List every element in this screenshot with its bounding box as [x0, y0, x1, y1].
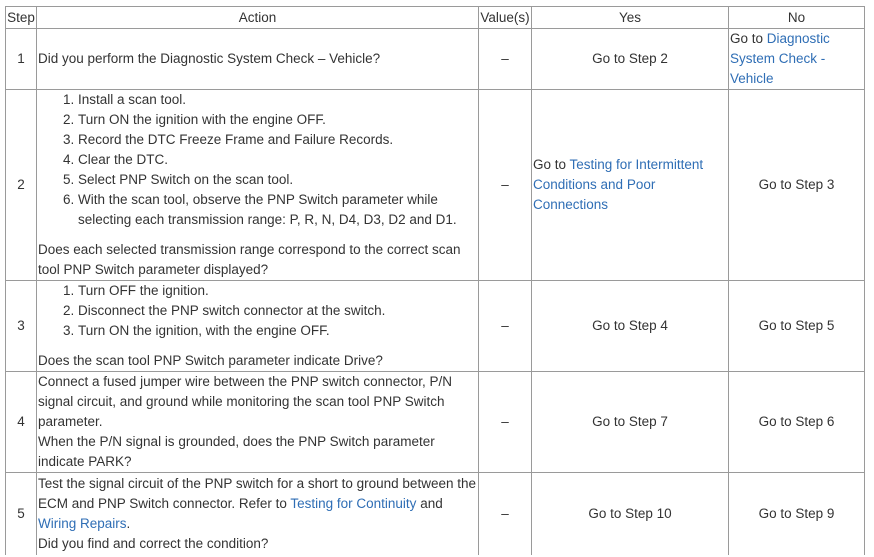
table-row-step-2	[6, 90, 865, 281]
instruction-list	[38, 90, 477, 230]
value-cell: –	[479, 90, 532, 281]
no-prefix: Go to	[730, 31, 767, 46]
value-cell: –	[479, 281, 532, 372]
value-cell: –	[479, 29, 532, 90]
no-cell: Go to Step 6	[729, 372, 865, 473]
action-pre-text: Test the signal circuit of the PNP switch for a short to ground between the ECM and PNP Switch connector. Refer to	[38, 475, 476, 511]
yes-cell	[532, 90, 729, 281]
table-row-step-3	[6, 281, 865, 372]
action-text: Connect a fused jumper wire between the PNP switch connector, P/N signal circuit, and ground while monitoring the scan tool PNP Switch parameter.	[38, 374, 452, 429]
table-row-step-1	[6, 29, 865, 90]
value-cell: –	[479, 473, 532, 555]
wiring-repairs-link[interactable]: Wiring Repairs	[38, 515, 127, 531]
and-text: and	[416, 495, 443, 511]
question-text: Did you find and correct the condition?	[38, 535, 269, 551]
yes-prefix: Go to	[533, 157, 570, 172]
table-row-step-4	[6, 372, 865, 473]
list-item: 6. With the scan tool, observe the PNP Switch parameter while selecting each transmission range: P, R, N, D4, D3, D2 and D1.	[78, 190, 477, 230]
action-cell	[37, 90, 479, 281]
period-text: .	[126, 515, 131, 531]
list-item: 3. Record the DTC Freeze Frame and Failure Records.	[78, 130, 477, 150]
action-cell	[37, 372, 479, 473]
action-text	[38, 474, 477, 534]
instruction-list	[38, 281, 477, 341]
list-item: 5. Select PNP Switch on the scan tool.	[78, 170, 477, 190]
yes-cell: Go to Step 7	[532, 372, 729, 473]
yes-cell: Go to Step 10	[532, 473, 729, 555]
list-item: 4. Clear the DTC.	[78, 150, 477, 170]
step-number: 2	[6, 90, 37, 281]
action-cell	[37, 281, 479, 372]
testing-intermittent-conditions-link[interactable]: Testing for Intermittent Conditions and Poor Connections	[533, 157, 704, 212]
no-cell	[729, 29, 865, 90]
yes-column-header: Yes	[532, 7, 729, 29]
diagnostic-table	[5, 6, 865, 555]
step-number: 1	[6, 29, 37, 90]
values-column-header: Value(s)	[479, 7, 532, 29]
question-text: When the P/N signal is grounded, does the PNP Switch parameter indicate PARK?	[38, 434, 435, 469]
question-text: Does each selected transmission range correspond to the correct scan tool PNP Switch parameter displayed?	[38, 242, 461, 277]
diagnostic-system-check-link[interactable]: Diagnostic System Check - Vehicle	[730, 31, 830, 86]
value-cell: –	[479, 372, 532, 473]
step-number: 4	[6, 372, 37, 473]
list-item: 3. Turn ON the ignition, with the engine OFF.	[78, 321, 477, 341]
testing-for-continuity-link[interactable]: Testing for Continuity	[290, 495, 417, 511]
list-item: 1. Install a scan tool.	[78, 90, 477, 110]
step-column-header: Step	[6, 7, 37, 29]
header-row	[6, 7, 865, 29]
action-text: Did you perform the Diagnostic System Check – Vehicle?	[37, 29, 479, 90]
no-cell: Go to Step 5	[729, 281, 865, 372]
list-item: 1. Turn OFF the ignition.	[78, 281, 477, 301]
action-cell	[37, 473, 479, 555]
no-column-header: No	[729, 7, 865, 29]
yes-cell: Go to Step 2	[532, 29, 729, 90]
list-item: 2. Disconnect the PNP switch connector at the switch.	[78, 301, 477, 321]
step-number: 5	[6, 473, 37, 555]
table-row-step-5	[6, 473, 865, 555]
step-number: 3	[6, 281, 37, 372]
no-cell: Go to Step 9	[729, 473, 865, 555]
question-text: Does the scan tool PNP Switch parameter indicate Drive?	[38, 353, 383, 368]
yes-cell: Go to Step 4	[532, 281, 729, 372]
action-column-header: Action	[37, 7, 479, 29]
no-cell: Go to Step 3	[729, 90, 865, 281]
list-item: 2. Turn ON the ignition with the engine OFF.	[78, 110, 477, 130]
